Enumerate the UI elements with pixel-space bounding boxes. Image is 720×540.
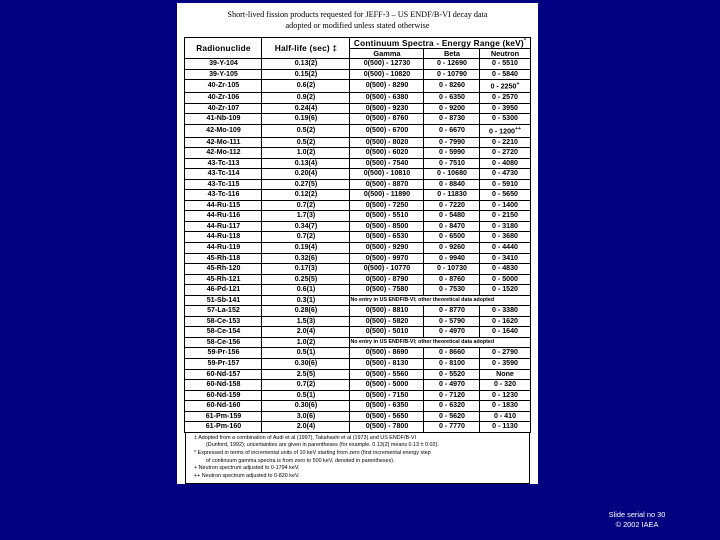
table-row xyxy=(185,190,530,201)
cell-neutron: 0 - 2720 xyxy=(480,148,530,159)
cell-halflife: 0.12(2) xyxy=(262,190,350,201)
cell-gamma: 0(500) - 6530 xyxy=(350,232,424,243)
cell-radionuclide: 60-Nd-159 xyxy=(185,390,262,401)
table-row xyxy=(185,69,530,80)
table-row xyxy=(185,380,530,391)
cell-radionuclide: 44-Ru-116 xyxy=(185,211,262,222)
cell-gamma: 0(500) - 8130 xyxy=(350,359,424,370)
table-row xyxy=(185,348,530,359)
cell-halflife: 0.19(4) xyxy=(262,243,350,254)
cell-neutron: 0 - 3950 xyxy=(480,103,530,114)
cell-beta: 0 - 8840 xyxy=(424,179,480,190)
col-header-gamma: Gamma xyxy=(350,49,424,59)
table-row xyxy=(185,422,530,433)
cell-halflife: 0.34(7) xyxy=(262,221,350,232)
footnote-dagger xyxy=(190,435,525,450)
col-header-continuum-spectra xyxy=(350,38,530,49)
cell-halflife: 0.7(2) xyxy=(262,380,350,391)
cell-beta: 0 - 5520 xyxy=(424,369,480,380)
cell-radionuclide: 40-Zr-106 xyxy=(185,93,262,104)
cell-radionuclide: 59-Pr-156 xyxy=(185,348,262,359)
cell-beta: 0 - 8100 xyxy=(424,359,480,370)
cell-radionuclide: 42-Mo-112 xyxy=(185,148,262,159)
cell-radionuclide: 58-Ce-156 xyxy=(185,337,262,348)
cell-gamma: 0(500) - 7800 xyxy=(350,422,424,433)
cell-neutron: 0 - 5000 xyxy=(480,274,530,285)
table-row xyxy=(185,274,530,285)
cell-neutron: 0 - 3590 xyxy=(480,359,530,370)
cell-gamma: 0(500) - 5010 xyxy=(350,327,424,338)
cell-radionuclide: 60-Nd-160 xyxy=(185,401,262,412)
cell-neutron: 0 - 320 xyxy=(480,380,530,391)
cell-beta: 0 - 4970 xyxy=(424,327,480,338)
cell-radionuclide: 44-Ru-115 xyxy=(185,200,262,211)
cell-beta: 0 - 10790 xyxy=(424,69,480,80)
cell-halflife: 0.20(4) xyxy=(262,169,350,180)
cell-halflife: 0.5(2) xyxy=(262,137,350,148)
cell-beta: 0 - 8730 xyxy=(424,114,480,125)
footnote-dagger-line2: (Dunford, 1992); uncertainties are given in parentheses (for example, 0.13(2) means 0.13 ± 0.02). xyxy=(206,442,439,449)
cell-halflife: 0.15(2) xyxy=(262,69,350,80)
table-row xyxy=(185,285,530,296)
cell-neutron: 0 - 1200++ xyxy=(480,124,530,137)
cell-halflife: 2.5(5) xyxy=(262,369,350,380)
cell-halflife: 0.13(4) xyxy=(262,158,350,169)
cell-radionuclide: 40-Zr-105 xyxy=(185,80,262,93)
slide-serial-number: Slide serial no 30 xyxy=(608,510,666,519)
cell-halflife: 0.25(5) xyxy=(262,274,350,285)
cell-halflife: 0.24(4) xyxy=(262,103,350,114)
cell-halflife: 3.0(6) xyxy=(262,411,350,422)
footnote-plus: + Neutron spectrum adjusted to 0-1794 keV. xyxy=(194,465,300,472)
cell-halflife: 0.30(6) xyxy=(262,359,350,370)
cell-gamma: 0(500) - 8020 xyxy=(350,137,424,148)
cell-radionuclide: 51-Sb-141 xyxy=(185,295,262,306)
cell-halflife: 0.30(6) xyxy=(262,401,350,412)
footnote-asterisk-line1: * Expressed in terms of incremental units of 10 keV starting from zero (first incremental energy step xyxy=(194,450,431,457)
table-row xyxy=(185,369,530,380)
table-row xyxy=(185,337,530,348)
cell-beta: 0 - 5790 xyxy=(424,316,480,327)
slide-title-line2: adopted or modified unless stated otherwise xyxy=(285,21,430,30)
cell-gamma: 0(500) - 8690 xyxy=(350,348,424,359)
cell-gamma: 0(500) - 8870 xyxy=(350,179,424,190)
cell-note: No entry in US ENDF/B-VI; other theoretical data adopted xyxy=(350,295,530,306)
table-row xyxy=(185,137,530,148)
cell-beta: 0 - 8260 xyxy=(424,80,480,93)
cell-radionuclide: 61-Pm-159 xyxy=(185,411,262,422)
cell-radionuclide: 45-Rh-120 xyxy=(185,264,262,275)
footnote-asterisk-line2: of continuum gamma spectra is from zero to 500 keV, denoted in parentheses). xyxy=(206,457,395,464)
cell-gamma: 0(500) - 9230 xyxy=(350,103,424,114)
cell-beta: 0 - 6670 xyxy=(424,124,480,137)
fission-products-table xyxy=(184,37,530,433)
footnote-double-plus: ++ Neutron spectrum adjusted to 0-820 keV. xyxy=(194,472,300,479)
cell-radionuclide: 45-Rh-121 xyxy=(185,274,262,285)
table-row xyxy=(185,179,530,190)
table-row xyxy=(185,103,530,114)
cell-neutron: 0 - 4730 xyxy=(480,169,530,180)
cell-radionuclide: 40-Zr-107 xyxy=(185,103,262,114)
cell-gamma: 0(500) - 11890 xyxy=(350,190,424,201)
cell-halflife: 0.17(3) xyxy=(262,264,350,275)
cell-radionuclide: 41-Nb-109 xyxy=(185,114,262,125)
cell-gamma: 0(500) - 7250 xyxy=(350,200,424,211)
cell-beta: 0 - 11830 xyxy=(424,190,480,201)
cell-radionuclide: 39-Y-104 xyxy=(185,59,262,70)
cell-gamma: 0(500) - 9970 xyxy=(350,253,424,264)
cell-halflife: 0.28(6) xyxy=(262,306,350,317)
cell-beta: 0 - 7510 xyxy=(424,158,480,169)
cell-radionuclide: 45-Rh-118 xyxy=(185,253,262,264)
table-header-row-top xyxy=(185,38,530,49)
cell-radionuclide: 42-Mo-109 xyxy=(185,124,262,137)
table-row xyxy=(185,124,530,137)
table-row xyxy=(185,200,530,211)
content-panel xyxy=(176,2,539,485)
table-row xyxy=(185,243,530,254)
col-header-neutron: Neutron xyxy=(480,49,530,59)
table-head xyxy=(185,38,530,59)
cell-radionuclide: 44-Ru-119 xyxy=(185,243,262,254)
cell-beta: 0 - 8760 xyxy=(424,274,480,285)
cell-neutron: 0 - 1130 xyxy=(480,422,530,433)
footnotes-block xyxy=(185,433,530,485)
cell-halflife: 1.0(2) xyxy=(262,337,350,348)
cell-neutron: 0 - 2790 xyxy=(480,348,530,359)
cell-beta: 0 - 12690 xyxy=(424,59,480,70)
cell-neutron: 0 - 3180 xyxy=(480,221,530,232)
table-body xyxy=(185,59,530,433)
cell-gamma: 0(500) - 12730 xyxy=(350,59,424,70)
cell-radionuclide: 43-Tc-113 xyxy=(185,158,262,169)
table-row xyxy=(185,401,530,412)
cell-halflife: 0.19(6) xyxy=(262,114,350,125)
cell-radionuclide: 46-Pd-121 xyxy=(185,285,262,296)
cell-neutron: 0 - 1520 xyxy=(480,285,530,296)
continuum-footnote-mark: * xyxy=(523,38,527,45)
table-row xyxy=(185,211,530,222)
cell-radionuclide: 59-Pr-157 xyxy=(185,359,262,370)
cell-halflife: 1.7(3) xyxy=(262,211,350,222)
cell-halflife: 1.0(2) xyxy=(262,148,350,159)
table-row xyxy=(185,295,530,306)
cell-beta: 0 - 8470 xyxy=(424,221,480,232)
slide-serial-block xyxy=(562,510,712,530)
cell-beta: 0 - 8770 xyxy=(424,306,480,317)
table-row xyxy=(185,93,530,104)
cell-beta: 0 - 7120 xyxy=(424,390,480,401)
cell-halflife: 0.7(2) xyxy=(262,232,350,243)
cell-neutron: 0 - 410 xyxy=(480,411,530,422)
table-row xyxy=(185,59,530,70)
col-header-halflife: Half-life (sec) ‡ xyxy=(262,38,350,59)
table-row xyxy=(185,390,530,401)
cell-neutron: None xyxy=(480,369,530,380)
cell-halflife: 0.5(1) xyxy=(262,390,350,401)
cell-neutron: 0 - 1620 xyxy=(480,316,530,327)
cell-halflife: 1.5(3) xyxy=(262,316,350,327)
cell-gamma: 0(500) - 5820 xyxy=(350,316,424,327)
footnote-dagger-line1: ‡ Adopted from a combination of Audi et al (1997), Takahashi et al (1973) and US ENDF/B-VI xyxy=(194,434,416,441)
cell-neutron: 0 - 1830 xyxy=(480,401,530,412)
table-row xyxy=(185,114,530,125)
cell-beta: 0 - 6320 xyxy=(424,401,480,412)
cell-beta: 0 - 5990 xyxy=(424,148,480,159)
neutron-footnote-mark: + xyxy=(516,81,520,88)
cell-neutron: 0 - 1640 xyxy=(480,327,530,338)
cell-halflife: 0.6(1) xyxy=(262,285,350,296)
cell-neutron: 0 - 3380 xyxy=(480,306,530,317)
cell-gamma: 0(500) - 10770 xyxy=(350,264,424,275)
cell-neutron: 0 - 5300 xyxy=(480,114,530,125)
cell-gamma: 0(500) - 7580 xyxy=(350,285,424,296)
cell-beta: 0 - 6350 xyxy=(424,93,480,104)
cell-neutron: 0 - 5840 xyxy=(480,69,530,80)
cell-gamma: 0(500) - 8290 xyxy=(350,80,424,93)
cell-halflife: 0.5(1) xyxy=(262,348,350,359)
table-row xyxy=(185,411,530,422)
cell-gamma: 0(500) - 6700 xyxy=(350,124,424,137)
cell-gamma: 0(500) - 7540 xyxy=(350,158,424,169)
cell-radionuclide: 42-Mo-111 xyxy=(185,137,262,148)
cell-neutron: 0 - 4830 xyxy=(480,264,530,275)
table-row xyxy=(185,327,530,338)
cell-beta: 0 - 7990 xyxy=(424,137,480,148)
cell-halflife: 2.0(4) xyxy=(262,327,350,338)
table-row xyxy=(185,148,530,159)
cell-gamma: 0(500) - 5510 xyxy=(350,211,424,222)
slide-title xyxy=(177,3,538,37)
cell-radionuclide: 60-Nd-157 xyxy=(185,369,262,380)
table-row xyxy=(185,359,530,370)
cell-radionuclide: 44-Ru-117 xyxy=(185,221,262,232)
cell-halflife: 0.13(2) xyxy=(262,59,350,70)
cell-radionuclide: 60-Nd-158 xyxy=(185,380,262,391)
cell-gamma: 0(500) - 10820 xyxy=(350,69,424,80)
cell-radionuclide: 58-Ce-154 xyxy=(185,327,262,338)
cell-halflife: 0.7(2) xyxy=(262,200,350,211)
neutron-footnote-mark: ++ xyxy=(514,125,522,132)
cell-gamma: 0(500) - 6350 xyxy=(350,401,424,412)
cell-halflife: 0.9(2) xyxy=(262,93,350,104)
cell-gamma: 0(500) - 5000 xyxy=(350,380,424,391)
cell-neutron: 0 - 2210 xyxy=(480,137,530,148)
cell-beta: 0 - 7530 xyxy=(424,285,480,296)
cell-beta: 0 - 4970 xyxy=(424,380,480,391)
cell-radionuclide: 57-La-152 xyxy=(185,306,262,317)
cell-halflife: 0.3(1) xyxy=(262,295,350,306)
continuum-label: Continuum Spectra - Energy Range (keV) xyxy=(353,38,524,48)
cell-note: No entry in US ENDF/B-VI; other theoretical data adopted xyxy=(350,337,530,348)
cell-beta: 0 - 7770 xyxy=(424,422,480,433)
cell-beta: 0 - 9200 xyxy=(424,103,480,114)
cell-radionuclide: 39-Y-105 xyxy=(185,69,262,80)
cell-gamma: 0(500) - 5650 xyxy=(350,411,424,422)
table-row xyxy=(185,232,530,243)
cell-neutron: 0 - 5510 xyxy=(480,59,530,70)
cell-neutron: 0 - 3680 xyxy=(480,232,530,243)
cell-neutron: 0 - 2150 xyxy=(480,211,530,222)
cell-neutron: 0 - 5650 xyxy=(480,190,530,201)
footnote-asterisk xyxy=(190,450,525,465)
cell-radionuclide: 58-Ce-153 xyxy=(185,316,262,327)
table-row xyxy=(185,169,530,180)
cell-gamma: 0(500) - 9290 xyxy=(350,243,424,254)
cell-beta: 0 - 9260 xyxy=(424,243,480,254)
col-header-radionuclide: Radionuclide xyxy=(185,38,262,59)
slide-copyright: © 2002 IAEA xyxy=(615,520,659,529)
cell-radionuclide: 61-Pm-160 xyxy=(185,422,262,433)
cell-neutron: 0 - 2570 xyxy=(480,93,530,104)
cell-halflife: 0.32(6) xyxy=(262,253,350,264)
table-row xyxy=(185,316,530,327)
table-row xyxy=(185,221,530,232)
table-row xyxy=(185,306,530,317)
cell-halflife: 0.27(5) xyxy=(262,179,350,190)
cell-beta: 0 - 6500 xyxy=(424,232,480,243)
cell-beta: 0 - 5480 xyxy=(424,211,480,222)
cell-beta: 0 - 10680 xyxy=(424,169,480,180)
table-row xyxy=(185,264,530,275)
table-row xyxy=(185,158,530,169)
cell-beta: 0 - 10730 xyxy=(424,264,480,275)
cell-halflife: 2.0(4) xyxy=(262,422,350,433)
cell-beta: 0 - 9940 xyxy=(424,253,480,264)
cell-neutron: 0 - 3410 xyxy=(480,253,530,264)
cell-radionuclide: 43-Tc-115 xyxy=(185,179,262,190)
table-row xyxy=(185,253,530,264)
cell-gamma: 0(500) - 8810 xyxy=(350,306,424,317)
col-header-beta: Beta xyxy=(424,49,480,59)
slide-title-line1: Short-lived fission products requested for JEFF-3 – US ENDF/B-VI decay data xyxy=(227,10,488,19)
cell-beta: 0 - 8660 xyxy=(424,348,480,359)
cell-neutron: 0 - 1400 xyxy=(480,200,530,211)
cell-beta: 0 - 5620 xyxy=(424,411,480,422)
cell-gamma: 0(500) - 10810 xyxy=(350,169,424,180)
cell-gamma: 0(500) - 8760 xyxy=(350,114,424,125)
cell-neutron: 0 - 5910 xyxy=(480,179,530,190)
cell-halflife: 0.6(2) xyxy=(262,80,350,93)
cell-gamma: 0(500) - 8790 xyxy=(350,274,424,285)
cell-radionuclide: 43-Tc-116 xyxy=(185,190,262,201)
cell-neutron: 0 - 1230 xyxy=(480,390,530,401)
cell-gamma: 0(500) - 5560 xyxy=(350,369,424,380)
cell-neutron: 0 - 2250+ xyxy=(480,80,530,93)
cell-radionuclide: 44-Ru-118 xyxy=(185,232,262,243)
cell-gamma: 0(500) - 8500 xyxy=(350,221,424,232)
cell-gamma: 0(500) - 6380 xyxy=(350,93,424,104)
cell-neutron: 0 - 4440 xyxy=(480,243,530,254)
table-row xyxy=(185,80,530,93)
cell-halflife: 0.5(2) xyxy=(262,124,350,137)
cell-gamma: 0(500) - 7150 xyxy=(350,390,424,401)
cell-neutron: 0 - 4080 xyxy=(480,158,530,169)
cell-beta: 0 - 7220 xyxy=(424,200,480,211)
cell-gamma: 0(500) - 6020 xyxy=(350,148,424,159)
cell-radionuclide: 43-Tc-114 xyxy=(185,169,262,180)
